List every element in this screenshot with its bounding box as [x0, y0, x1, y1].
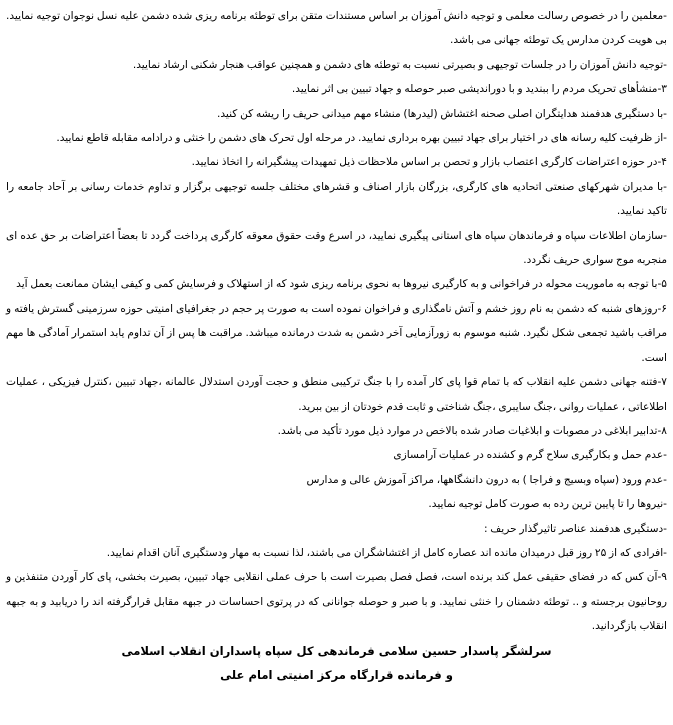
paragraph: ۹-آن کس که در فضای حقیقی عمل کند برنده است، فصل فصل بصیرت است با حرف عملی انقلابی جهاد تبیین، بصیرت بخشی، پای کار آوردن متنفذین و روحانیون برجسته و .. توطئه دشمنان را خنثی نمایید. و با صبر و حوصله جوانانی که در پرتوی احساسات در جبهه مقابل قرارگرفته اند را دریابید و به جبهه انقلاب بازگردانید.: [6, 571, 667, 633]
paragraph: -با مدیران شهرکهای صنعتی اتحادیه های کارگری، بزرگان بازار اصناف و قشرهای مختلف جلسه توجیهی برگزار و تداوم خدمات رسانی بر آحاد جامعه را تاکید نمایید.: [6, 180, 667, 218]
paragraph: ۸-تدابیر ابلاغی در مصوبات و ابلاغیات صادر شده بالاخص در موارد ذیل مورد تأکید می باشد.: [277, 424, 667, 437]
paragraph: ۴-در حوزه اعتراضات کارگری اعتصاب بازار و تحصن بر اساس ملاحظات ذیل تمهیدات پیشگیرانه را اتخاذ نمایید.: [191, 156, 667, 169]
paragraph: -عدم ورود (سپاه وبسیج و فراجا ) به درون دانشگاهها، مراکز آموزش عالی و مدارس: [306, 473, 667, 486]
signature-block: [6, 639, 667, 687]
signature-line-2: و فرمانده قرارگاه مرکز امنیتی امام علی: [220, 667, 453, 682]
paragraph: ۵-با توجه به ماموریت محوله در فراخوانی و به کارگیری نیروها به نحوی برنامه ریزی شود که از استهلاک و فرسایش کمی و کیفی ایشان ممانعت بعمل آید: [16, 278, 667, 291]
paragraph: -معلمین را در خصوص رسالت معلمی و توجیه دانش آموزان بر اساس مستندات متقن برای توطئه برنامه ریزی شده دشمن علیه نسل نوجوان توجیه نمایید. بی هویت کردن مدارس یک توطئه جهانی می باشد.: [6, 10, 667, 47]
paragraph: -عدم حمل و بکارگیری سلاح گرم و کشنده در عملیات آرامسازی: [393, 449, 667, 462]
paragraph: -افرادی که از ۲۵ روز قبل درمیدان مانده اند عصاره کامل از اغتشاشگران می باشند، لذا نسبت به مهار ودستگیری آنان اقدام نمایید.: [106, 546, 667, 559]
document-body: [6, 4, 667, 639]
paragraph: ۷-فتنه جهانی دشمن علیه انقلاب که با تمام قوا پای کار آمده را با جنگ ترکیبی منطق و حجت آوردن استدلال عالمانه ،جهاد تبیین ،کنترل فیزیکی ، عملیات اطلاعاتی ، عملیات روانی ،جنگ سایبری ،جنگ شناختی و ثابت قدم خودتان از بین ببرید.: [6, 376, 667, 413]
paragraph: ۶-روزهای شنبه که دشمن به نام روز خشم و آتش نامگذاری و فراخوان نموده است به صورت پر حجم در جغرافیای امنیتی حوزه سرزمینی گسترش یافته و مراقب باشید تجمعی شکل نگیرد. شنبه موسوم به زورآزمایی آخر دشمن به شدت درمانده میباشد. مراقبت ها پس از آن تداوم یابد استمرار آمادگی ها مهم است.: [6, 302, 667, 364]
paragraph: -توجیه دانش آموزان را در جلسات توجیهی و بصیرتی نسبت به توطئه های دشمن و همچنین عواقب هنجار شکنی ارشاد نمایید.: [132, 58, 667, 71]
paragraph: -از ظرفیت کلیه رسانه های در اختیار برای جهاد تبیین بهره برداری نمایید. در مرحله اول تحرک های دشمن را خنثی و درادامه مقابله قاطع نمایید.: [56, 132, 667, 145]
paragraph: ۳-منشأهای تحریک مردم را ببندید و با دوراندیشی صبر حوصله و جهاد تبیین بی اثر نمایید.: [291, 83, 667, 96]
paragraph: -با دستگیری هدفمند هدایتگران اصلی صحنه اغتشاش (لیدرها) منشاء مهم میدانی حریف را ریشه کن کنید.: [216, 107, 667, 120]
signature-line-1: سرلشگر پاسدار حسین سلامی فرماندهی کل سپاه پاسداران انقلاب اسلامی: [121, 643, 552, 658]
paragraph: -سازمان اطلاعات سپاه و فرماندهان سپاه های استانی پیگیری نمایید، در اسرع وقت حقوق معوقه کارگری پرداخت گردد تا بعضاً اعتراضات بر حق عده ای منجربه موج سواری حریف نگردد.: [6, 229, 667, 267]
paragraph: -دستگیری هدفمند عناصر تاثیرگذار حریف :: [483, 522, 667, 535]
paragraph: -نیروها را تا پایین ترین رده به صورت کامل توجیه نمایید.: [428, 498, 667, 511]
